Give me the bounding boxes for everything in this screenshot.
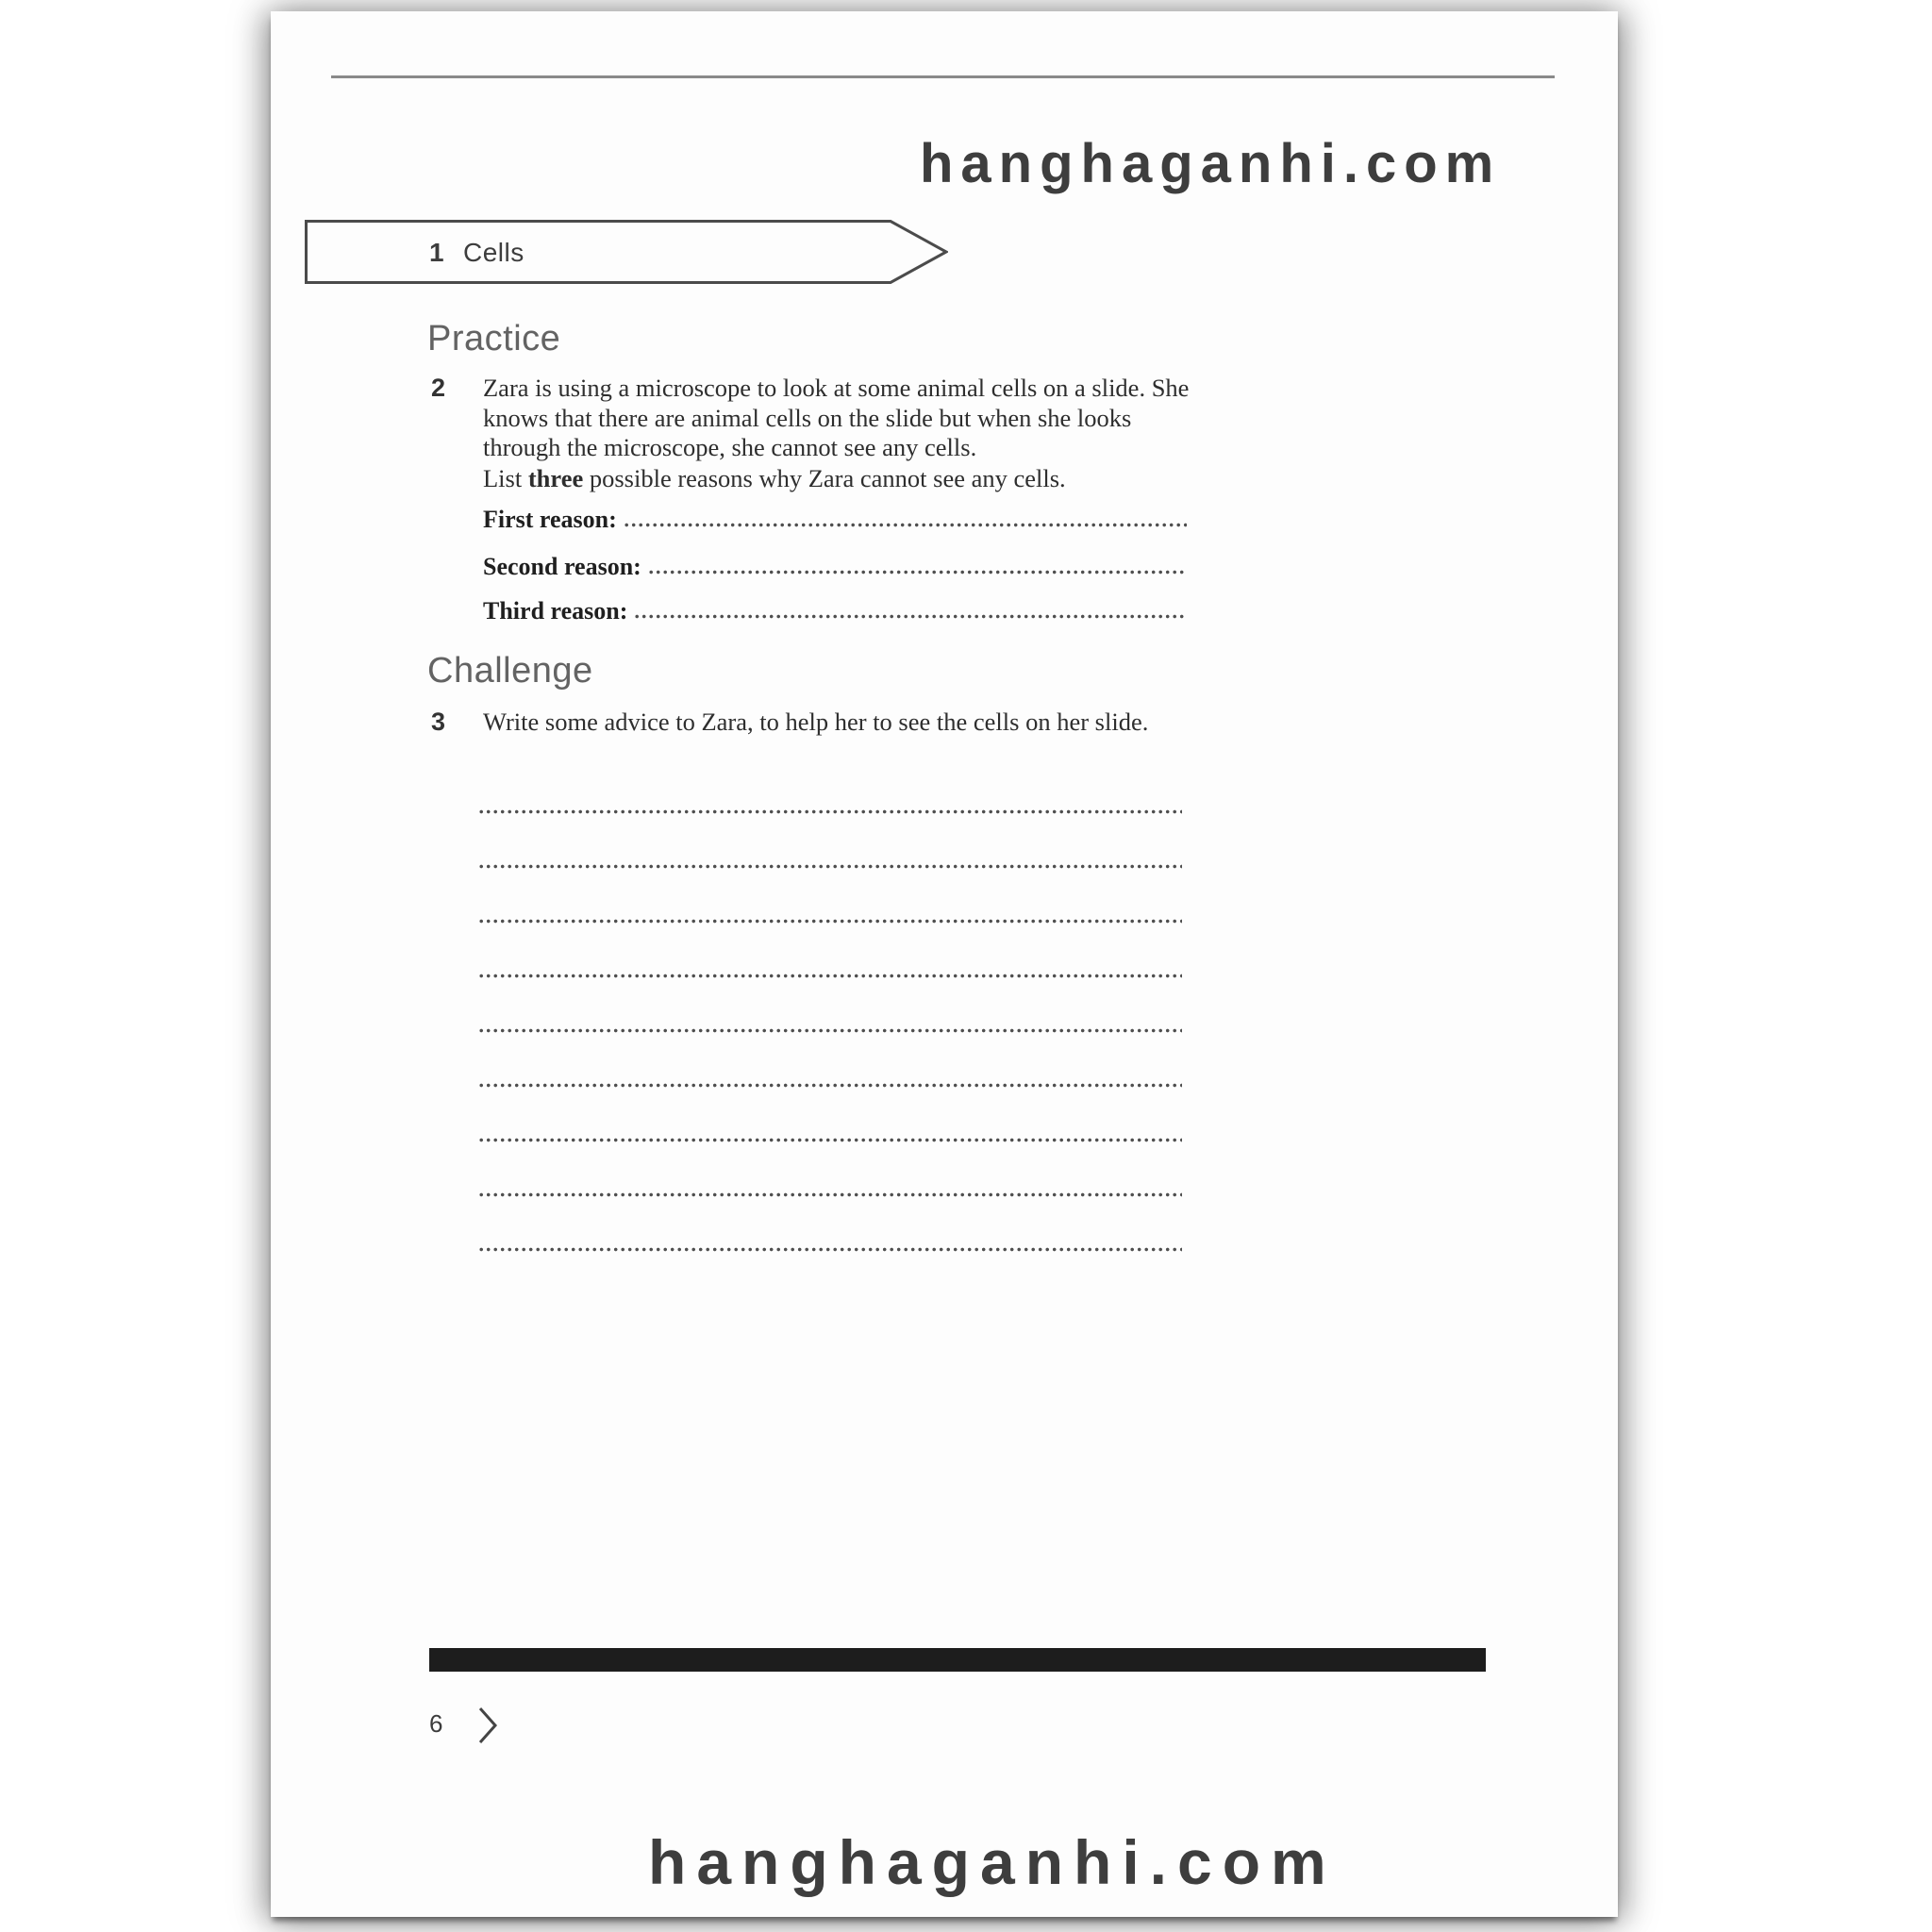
answer-line: [479, 974, 1182, 978]
question-3-text: Write some advice to Zara, to help her to see the cells on her slide.: [483, 708, 1149, 736]
first-reason-answer-line: [625, 523, 1187, 527]
chevron-right-icon: [476, 1706, 499, 1745]
header-rule: [331, 75, 1555, 78]
question-2-instruction: [483, 464, 1219, 494]
second-reason-label: Second reason:: [483, 553, 641, 580]
answer-line: [479, 809, 1182, 814]
workbook-page: [271, 11, 1618, 1917]
answer-row-third-reason: [483, 597, 1187, 625]
instruction-pre: List: [483, 464, 528, 492]
chapter-banner-arrow-shape: [305, 220, 948, 284]
answer-line: [479, 919, 1182, 924]
second-reason-answer-line: [649, 570, 1187, 575]
chapter-number: 1: [429, 238, 444, 267]
chapter-title: Cells: [463, 238, 525, 267]
answer-row-second-reason: [483, 553, 1187, 581]
third-reason-answer-line: [635, 614, 1187, 619]
section-heading-challenge: Challenge: [427, 651, 593, 691]
answer-line: [479, 864, 1182, 869]
instruction-post: possible reasons why Zara cannot see any cells.: [583, 464, 1066, 492]
instruction-bold: three: [527, 464, 584, 492]
third-reason-label: Third reason:: [483, 597, 628, 625]
answer-line: [479, 1083, 1182, 1088]
question-2-text: Zara is using a microscope to look at some animal cells on a slide. She knows that there are animal cells on the slide but when she looks through the microscope, she cannot see any cells.: [483, 374, 1190, 461]
question-2-number: 2: [431, 374, 446, 402]
chapter-banner: [305, 220, 948, 284]
answer-line: [479, 1192, 1182, 1197]
watermark-bottom: hanghaganhi.com: [648, 1827, 1337, 1897]
watermark-top: hanghaganhi.com: [920, 133, 1502, 194]
section-heading-practice: Practice: [427, 319, 561, 358]
answer-line: [479, 1138, 1182, 1142]
footer-bar: [429, 1648, 1486, 1672]
answer-line: [479, 1028, 1182, 1033]
answer-line: [479, 1247, 1182, 1252]
question-3-number: 3: [431, 708, 446, 736]
page-number: 6: [429, 1709, 443, 1738]
answer-row-first-reason: [483, 506, 1187, 534]
first-reason-label: First reason:: [483, 506, 617, 533]
challenge-answer-lines: [479, 809, 1182, 1302]
